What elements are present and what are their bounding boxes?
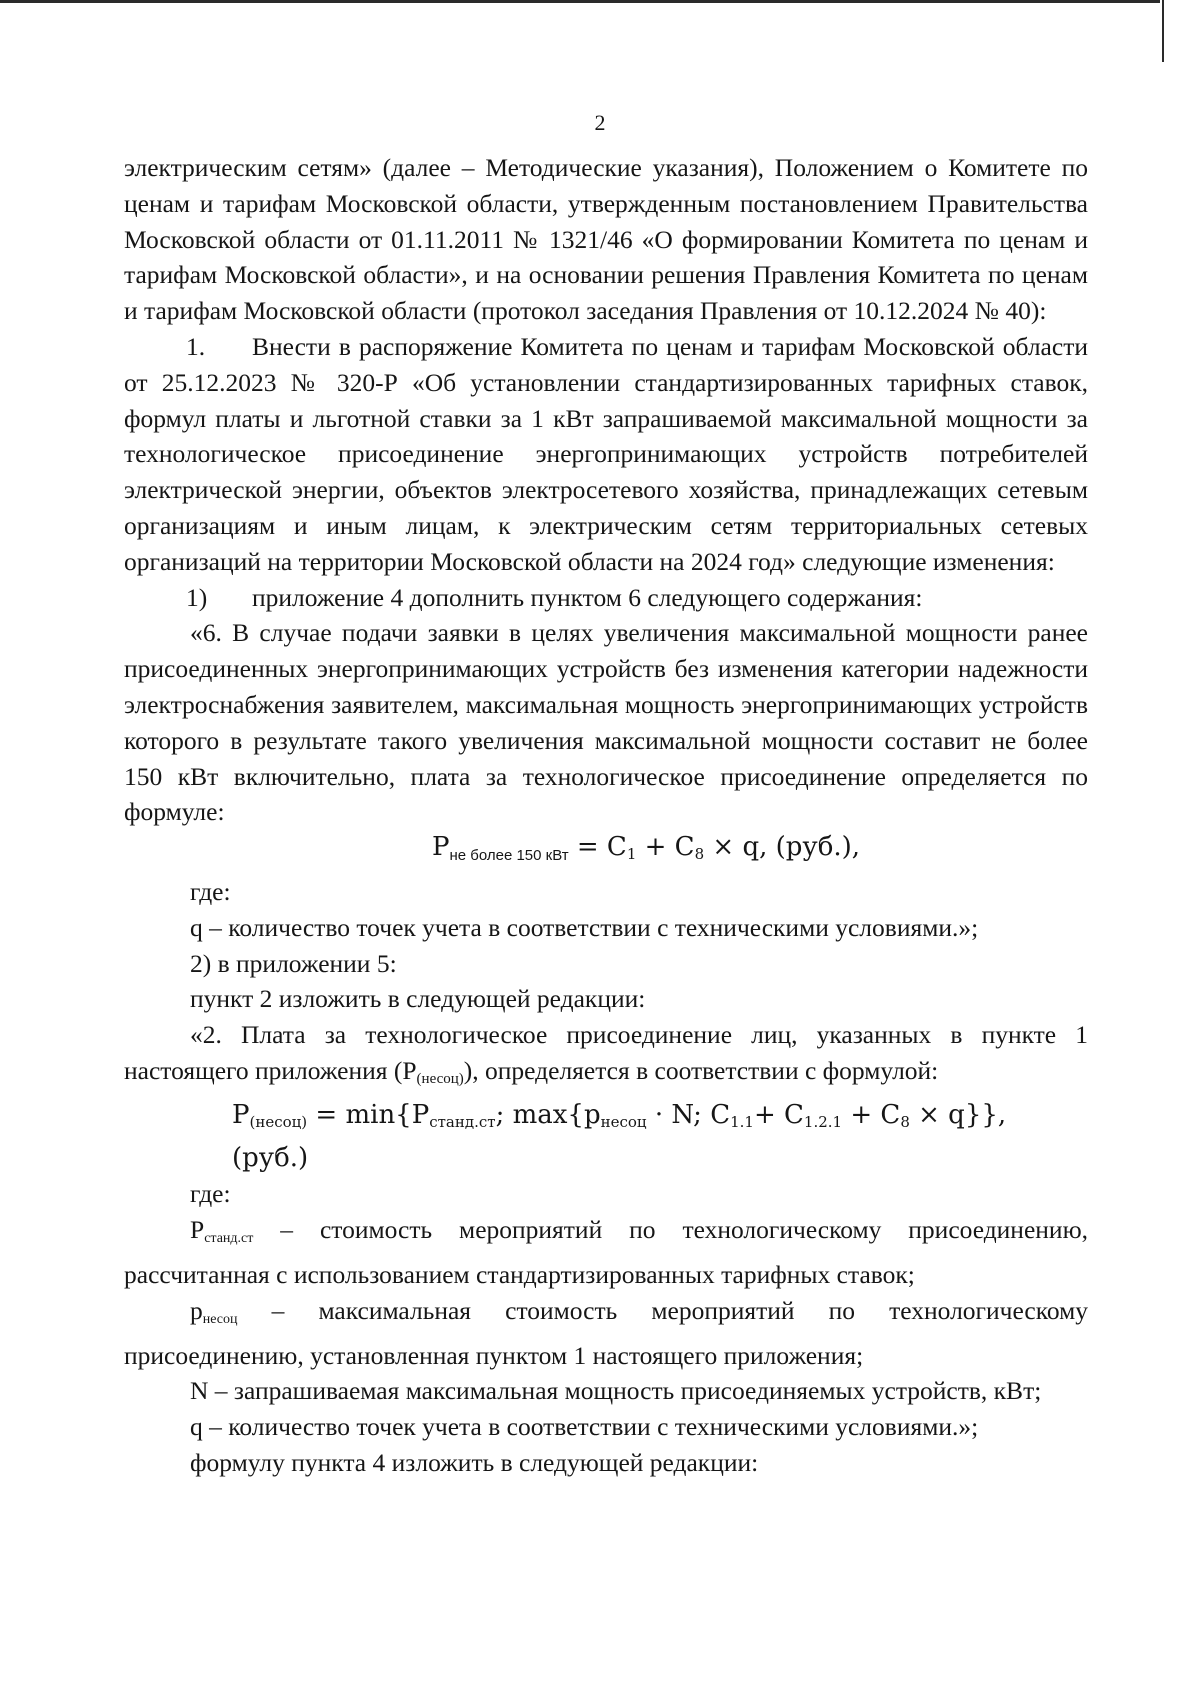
subitem-2: 2) в приложении 5: bbox=[190, 948, 397, 978]
subitem-1-text: приложение 4 дополнить пунктом 6 следующего содержания: bbox=[252, 582, 923, 612]
definition-p-nesoc: pнесоц – максимальная стоимость мероприятий по технологическому присоединению, установленная пунктом 1 настоящего приложения; bbox=[124, 1295, 1088, 1370]
formula-1: $P_{не более 150 кВт} = C1 + C8 \times q$, (руб.), bbox=[431, 832, 861, 865]
formula-2: P(несоц) = min{Pстанд.ст; max{pнесоц · N; C1.1+ C1.2.1 + C8 × q}}, (руб.) bbox=[232, 1099, 1007, 1173]
formula-1-p-subscript: не более 150 кВт bbox=[449, 847, 569, 865]
q-definition-2: q – количество точек учета в соответствии с техническими условиями.»; bbox=[190, 1412, 979, 1442]
page-number: 2 bbox=[594, 110, 606, 135]
scan-edge-right bbox=[1162, 0, 1164, 62]
point-2-intro: пункт 2 изложить в следующей редакции: bbox=[190, 984, 646, 1014]
subitem-1 bbox=[124, 580, 1088, 616]
where-label-1: где: bbox=[190, 876, 231, 906]
paragraph-2: «2. Плата за технологическое присоединение лиц, указанных в пункте 1 настоящего приложения (P(несоц)), определяется в соответствии с формулой: bbox=[124, 1020, 1088, 1087]
item-1-number: 1. bbox=[186, 331, 206, 361]
q-definition-1: q – количество точек учета в соответствии с техническими условиями.»; bbox=[190, 912, 979, 942]
item-1 bbox=[124, 329, 1088, 580]
subitem-1-number: 1) bbox=[186, 582, 208, 612]
document-body bbox=[124, 150, 1088, 1481]
item-1-text: Внести в распоряжение Комитета по ценам и тарифам Московской области от 25.12.2023 № 320-Р «Об установлении стандартизированных тарифных ставок, формул платы и льготной ставки за 1 кВт запрашиваемой максимальной мощности за технологическое присоединение энергопринимающих устройств потребителей электрической энергии, объектов электросетевого хозяйства, принадлежащих сетевым организациям и иным лицам, к электрическим сетям территориальных сетевых организаций на территории Московской области на 2024 год» следующие изменения: bbox=[124, 331, 1088, 576]
definition-n: N – запрашиваемая максимальная мощность присоединяемых устройств, кВт; bbox=[190, 1376, 1042, 1406]
paragraph-6: «6. В случае подачи заявки в целях увеличения максимальной мощности ранее присоединенных энергопринимающих устройств без изменения категории надежности электроснабжения заявителем, максимальная мощность энергопринимающих устройств которого в результате такого увеличения максимальной мощности составит не более 150 кВт включительно, плата за технологическое присоединение определяется по формуле: bbox=[124, 618, 1088, 827]
point-4-intro: формулу пункта 4 изложить в следующей редакции: bbox=[190, 1447, 759, 1477]
definition-p-stand: Pстанд.ст – стоимость мероприятий по технологическому присоединению, рассчитанная с использованием стандартизированных тарифных ставок; bbox=[124, 1215, 1088, 1289]
intro-paragraph: электрическим сетям» (далее – Методические указания), Положением о Комитете по ценам и тарифам Московской области, утвержденным постановлением Правительства Московской области от 01.11.2011 № 1321/46 «О формировании Комитета по ценам и тарифам Московской области», и на основании решения Правления Комитета по ценам и тарифам Московской области (протокол заседания Правления от 10.12.2024 № 40): bbox=[124, 153, 1088, 326]
scan-edge-top bbox=[0, 0, 1160, 3]
where-label-2: где: bbox=[190, 1179, 231, 1209]
